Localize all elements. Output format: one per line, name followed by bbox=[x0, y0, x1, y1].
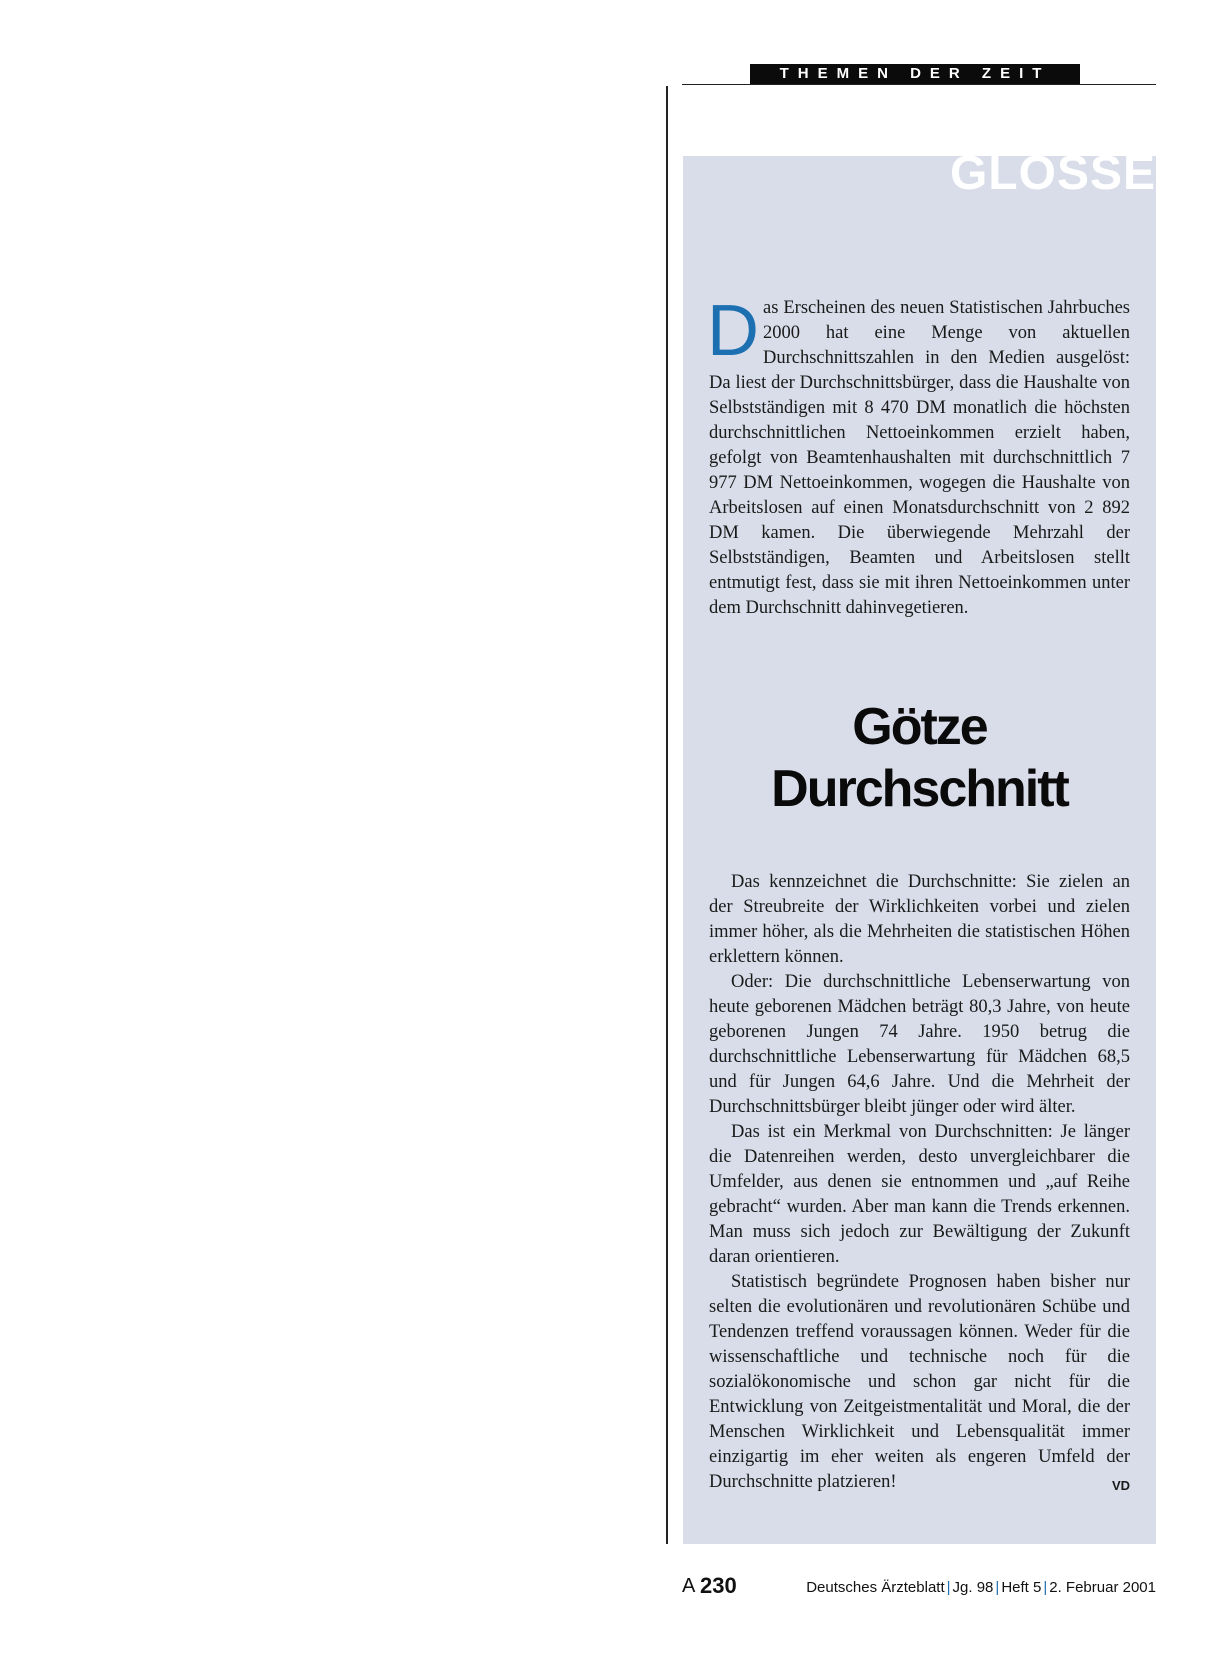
intro-text: as Erscheinen des neuen Statistischen Jahrbuches 2000 hat eine Menge von aktuellen Durchschnittszahlen in den Medien ausgelöst: Da liest der Durchschnittsbürger, dass die Haushalte von Selbstständigen mit 8 470 DM monatlich die höchsten durchschnittlichen Nettoeinkommen erzielt haben, gefolgt von Beamtenhaushalten mit durchschnittlich 7 977 DM Nettoeinkommen, wogegen die Haushalte von Arbeitslosen auf einen Monatsdurchschnitt von 2 892 DM kamen. Die überwiegende Mehrzahl der Selbstständigen, Beamten und Arbeitslosen stellt entmutigt fest, dass sie mit ihren Nettoeinkommen unter dem Durchschnitt dahinvegetieren. bbox=[709, 298, 1130, 618]
body-paragraph-3: Das ist ein Merkmal von Durchschnitten: Je länger die Datenreihen werden, desto unvergleichbarer die Umfelder, aus denen sie entnommen und „auf Reihe gebracht“ wurden. Aber man kann die Trends erkennen. Man muss sich jedoch zur Bewältigung der Zukunft daran orientieren. bbox=[709, 1122, 1130, 1267]
body-paragraph-4 bbox=[709, 1270, 1130, 1495]
dropcap-letter: D bbox=[707, 291, 759, 371]
page-prefix: A bbox=[682, 1575, 696, 1597]
journal-volume: Jg. 98 bbox=[952, 1579, 994, 1596]
journal-name: Deutsches Ärzteblatt bbox=[806, 1579, 945, 1596]
journal-info bbox=[806, 1579, 1156, 1596]
title-line-1: Götze bbox=[852, 698, 987, 756]
column-divider bbox=[666, 86, 668, 1544]
body-paragraph-1: Das kennzeichnet die Durchschnitte: Sie zielen an der Streubreite der Wirklichkeiten vorbei und zielen immer höher, als die Mehrheiten die statistischen Höhen erklettern können. bbox=[709, 872, 1130, 967]
page-footer bbox=[682, 1575, 1156, 1605]
intro-paragraph bbox=[707, 291, 1130, 621]
section-label: THEMEN DER ZEIT bbox=[750, 64, 1080, 84]
author-signature: VD bbox=[1111, 1478, 1130, 1493]
title-line-2: Durchschnitt bbox=[771, 760, 1068, 818]
journal-date: 2. Februar 2001 bbox=[1049, 1579, 1156, 1596]
body-paragraph-2: Oder: Die durchschnittliche Lebenserwartung von heute geborenen Mädchen beträgt 80,3 Jahre, von heute geborenen Jungen 74 Jahre. 1950 betrug die durchschnittliche Lebenserwartung für Mädchen 68,5 und für Jungen 64,6 Jahre. Und die Mehrheit der Durchschnittsbürger bleibt jünger oder wird älter. bbox=[709, 972, 1130, 1117]
glosse-panel bbox=[683, 147, 1156, 1544]
kicker-label: GLOSSE bbox=[949, 147, 1156, 200]
separator: | bbox=[1043, 1579, 1048, 1596]
page-number: 230 bbox=[700, 1573, 737, 1598]
separator: | bbox=[995, 1579, 1000, 1596]
separator: | bbox=[946, 1579, 951, 1596]
body-paragraph-4-text: Statistisch begründete Prognosen haben bisher nur selten die evolutionären und revolutionären Schübe und Tendenzen treffend voraussagen können. Weder für die wissenschaftliche und technische noch für die sozialökonomische und schon gar nicht für die Entwicklung von Zeitgeistmentalität und Moral, die der Menschen Wirklichkeit und Lebensqualität immer einzigartig im eher weiten als engeren Umfeld der Durchschnitte platzieren! bbox=[709, 1272, 1130, 1492]
article-title bbox=[683, 696, 1156, 820]
header-rule bbox=[682, 84, 1156, 85]
journal-issue: Heft 5 bbox=[1001, 1579, 1042, 1596]
article-body bbox=[709, 870, 1130, 1498]
